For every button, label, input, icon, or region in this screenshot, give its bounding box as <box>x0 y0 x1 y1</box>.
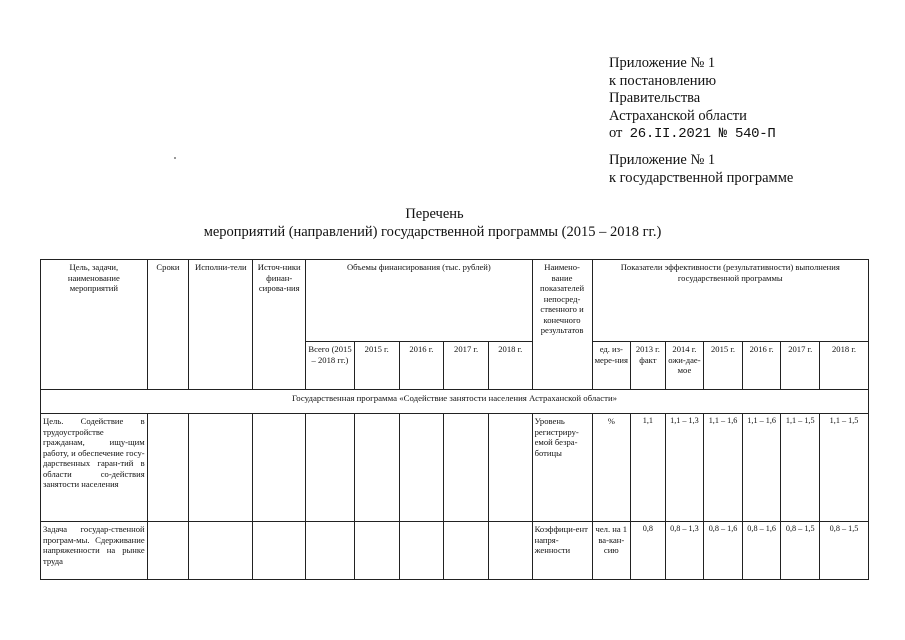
row-value-2015: 0,8 – 1,6 <box>704 522 743 580</box>
row-sources <box>253 522 306 580</box>
appendix-from: от <box>609 125 623 141</box>
subheader-2016: 2016 г. <box>399 342 444 390</box>
row-goal: Задача государ-ственной програм-мы. Сдерживание напряженности на рынке труда <box>41 522 148 580</box>
row-executors <box>189 522 253 580</box>
document-subtitle: мероприятий (направлений) государственной программы (2015 – 2018 гг.) <box>203 224 662 240</box>
row-goal: Цель. Содействие в трудоустройстве гражданам, ищу-щим работу, и обеспечение госу-дарственных гаран-тий в области со-действия занятости населения <box>41 414 148 522</box>
header-terms: Сроки <box>147 260 189 390</box>
row-total <box>306 522 355 580</box>
row-value-2013: 0,8 <box>631 522 666 580</box>
row-value-2017: 0,8 – 1,5 <box>781 522 820 580</box>
row-indicator: Уровень регистриру-емой безра-ботицы <box>532 414 592 522</box>
program-row <box>41 390 869 414</box>
header-indicators: Показатели эффективности (результативности) выполнения государственной программы <box>592 260 868 342</box>
subheader-indicator-2016: 2016 г. <box>742 342 781 390</box>
resolution-date-number-stamp: 26.II.2021 № 540-П <box>629 126 776 142</box>
row-2015 <box>354 522 399 580</box>
header-executors: Исполни-тели <box>189 260 253 390</box>
header-sources: Источ-ники финан-сирова-ния <box>253 260 306 390</box>
header-row <box>41 260 869 342</box>
table-row <box>41 414 869 522</box>
row-value-2018: 0,8 – 1,5 <box>820 522 869 580</box>
row-value-2013: 1,1 <box>631 414 666 522</box>
scan-speck <box>174 157 176 159</box>
appendix-region: Астраханской области <box>609 107 747 124</box>
row-2016 <box>399 522 444 580</box>
appendix-label-2: Приложение № 1 <box>609 152 716 168</box>
subheader-2018: 2018 г. <box>488 342 532 390</box>
row-2015 <box>354 414 399 522</box>
header-goal: Цель, задачи, наименование мероприятий <box>41 260 148 390</box>
row-unit: % <box>592 414 631 522</box>
row-value-2015: 1,1 – 1,6 <box>704 414 743 522</box>
appendix-block-program <box>609 152 899 187</box>
row-2018 <box>488 414 532 522</box>
row-2016 <box>399 414 444 522</box>
row-terms <box>147 522 189 580</box>
row-value-2016: 1,1 – 1,6 <box>742 414 781 522</box>
row-value-2017: 1,1 – 1,5 <box>781 414 820 522</box>
subheader-indicator-2015: 2015 г. <box>704 342 743 390</box>
measures-table <box>40 259 869 580</box>
row-2018 <box>488 522 532 580</box>
row-indicator: Коэффици-ент напря-женности <box>532 522 592 580</box>
row-executors <box>189 414 253 522</box>
row-value-2014: 0,8 – 1,3 <box>665 522 704 580</box>
appendix-to-resolution: к постановлению <box>609 72 717 89</box>
appendix-government: Правительства <box>609 90 701 106</box>
appendix-date-line <box>609 125 899 144</box>
row-2017 <box>444 414 489 522</box>
subheader-indicator-2017: 2017 г. <box>781 342 820 390</box>
header-funding: Объемы финансирования (тыс. рублей) <box>306 260 532 342</box>
subheader-2015: 2015 г. <box>354 342 399 390</box>
subheader-indicator-2013: 2013 г. факт <box>631 342 666 390</box>
appendix-label: Приложение № 1 <box>609 55 716 71</box>
table-row <box>41 522 869 580</box>
subheader-unit: ед. из-мере-ния <box>592 342 631 390</box>
document-title: Перечень <box>405 206 464 222</box>
row-terms <box>147 414 189 522</box>
subheader-total: Всего (2015 – 2018 гг.) <box>306 342 355 390</box>
row-value-2016: 0,8 – 1,6 <box>742 522 781 580</box>
row-value-2014: 1,1 – 1,3 <box>665 414 704 522</box>
program-title: Государственная программа «Содействие занятости населения Астраханской области» <box>41 390 869 414</box>
subheader-indicator-2014: 2014 г. ожи-дае-мое <box>665 342 704 390</box>
header-indicator-name: Наимено-вание показателей непосред-ственного и конечного результатов <box>532 260 592 390</box>
subheader-2017: 2017 г. <box>444 342 489 390</box>
subheader-indicator-2018: 2018 г. <box>820 342 869 390</box>
appendix-to-program: к государственной программе <box>609 169 794 186</box>
row-unit: чел. на 1 ва-кан-сию <box>592 522 631 580</box>
row-total <box>306 414 355 522</box>
row-2017 <box>444 522 489 580</box>
row-value-2018: 1,1 – 1,5 <box>820 414 869 522</box>
row-sources <box>253 414 306 522</box>
appendix-block-resolution <box>609 55 899 144</box>
